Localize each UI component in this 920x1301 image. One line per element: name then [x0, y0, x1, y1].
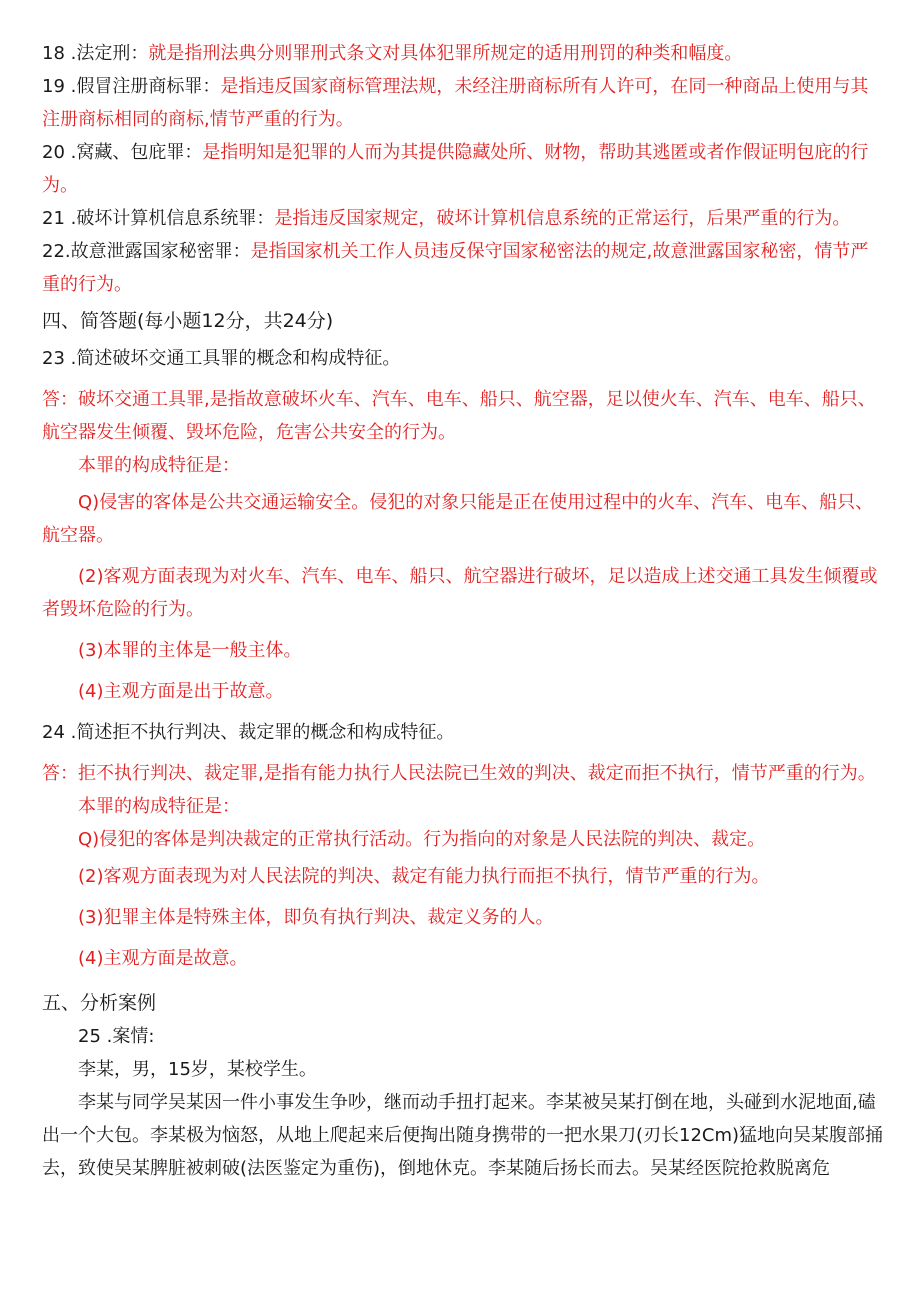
definition-item	[42, 70, 884, 136]
feature-24-2: (2)客观方面表现为对人民法院的判决、裁定有能力执行而拒不执行，情节严重的行为。	[78, 866, 770, 887]
definition-text: 是指国家机关工作人员违反保守国家秘密法的规定,故意泄露国家秘密，情节严重的行为。	[42, 241, 869, 295]
definition-text: 是指违反国家商标管理法规，未经注册商标所有人许可，在同一种商品上使用与其注册商标相同的商标,情节严重的行为。	[42, 76, 869, 130]
feature-24-3: (3)犯罪主体是特殊主体，即负有执行判决、裁定义务的人。	[78, 907, 554, 928]
feature-23-4: (4)主观方面是出于故意。	[78, 681, 284, 702]
features-title-23: 本罪的构成特征是：	[78, 455, 240, 476]
answer-24: 答：拒不执行判决、裁定罪,是指有能力执行人民法院已生效的判决、裁定而拒不执行，情节严重的行为。	[42, 763, 876, 784]
definition-item	[42, 235, 884, 301]
definition-label: 22.故意泄露国家秘密罪：	[42, 241, 251, 262]
feature-23-1: Q)侵害的客体是公共交通运输安全。侵犯的对象只能是正在使用过程中的火车、汽车、电车、船只、航空器。	[42, 492, 874, 546]
answer-23: 答：破坏交通工具罪,是指故意破坏火车、汽车、电车、船只、航空器，足以使火车、汽车、电车、船只、航空器发生倾覆、毁坏危险，危害公共安全的行为。	[42, 389, 876, 443]
question-24: 24 .简述拒不执行判决、裁定罪的概念和构成特征。	[42, 722, 455, 743]
definition-item	[42, 37, 884, 70]
feature-24-1: Q)侵犯的客体是判决裁定的正常执行活动。行为指向的对象是人民法院的判决、裁定。	[78, 829, 766, 850]
question-23: 23 .简述破坏交通工具罪的概念和构成特征。	[42, 348, 401, 369]
section-heading: 五、分析案例	[42, 992, 157, 1014]
definition-item	[42, 202, 884, 235]
definition-text: 是指明知是犯罪的人而为其提供隐藏处所、财物，帮助其逃匿或者作假证明包庇的行为。	[42, 142, 869, 196]
case-person: 李某，男，15岁，某校学生。	[78, 1059, 317, 1080]
definition-label: 18 .法定刑：	[42, 43, 149, 64]
features-title-24: 本罪的构成特征是：	[78, 796, 240, 817]
case-label: 25 .案情:	[78, 1026, 155, 1047]
feature-23-3: (3)本罪的主体是一般主体。	[78, 640, 302, 661]
case-story: 李某与同学吴某因一件小事发生争吵，继而动手扭打起来。李某被吴某打倒在地，头碰到水泥地面,磕出一个大包。李某极为恼怒，从地上爬起来后便掏出随身携带的一把水果刀(刃长12Cm)猛地向吴某腹部捅去，致使吴某脾脏被刺破(法医鉴定为重伤)，倒地休克。李某随后扬长而去。吴某经医院抢救脱离危	[42, 1092, 884, 1179]
definition-label: 19 .假冒注册商标罪：	[42, 76, 221, 97]
definition-label: 21 .破坏计算机信息系统罪：	[42, 208, 275, 229]
definition-label: 20 .窝藏、包庇罪：	[42, 142, 203, 163]
section-heading: 四、简答题(每小题12分，共24分)	[42, 310, 334, 332]
feature-23-2: (2)客观方面表现为对火车、汽车、电车、船只、航空器进行破坏，足以造成上述交通工具发生倾覆或者毁坏危险的行为。	[42, 566, 878, 620]
feature-24-4: (4)主观方面是故意。	[78, 948, 248, 969]
definition-text: 是指违反国家规定，破坏计算机信息系统的正常运行，后果严重的行为。	[274, 208, 851, 229]
definition-text: 就是指刑法典分则罪刑式条文对具体犯罪所规定的适用刑罚的种类和幅度。	[148, 43, 743, 64]
definition-item	[42, 136, 884, 202]
